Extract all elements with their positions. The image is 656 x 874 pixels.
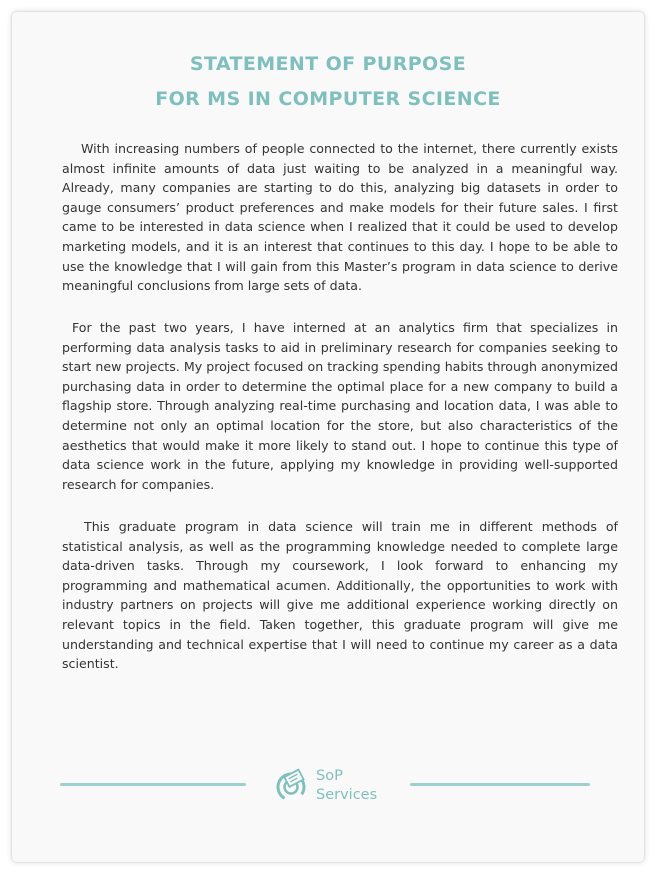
page-title-line2: FOR MS IN COMPUTER SCIENCE	[155, 88, 501, 110]
sop-services-logo	[274, 762, 394, 808]
paragraph-2: For the past two years, I have interned at an analytics firm that specializes in performing data analysis tasks to aid in preliminary research for companies seeking to start new projects. My project focused on tracking spending habits through anonymized purchasing data in order to determine the optimal place for a new company to build a flagship store. Through analyzing real-time purchasing and location data, I was able to determine not only an optimal location for the store, but also characteristics of the aesthetics that would make it more likely to stand out. I hope to continue this type of data science work in the future, applying my knowledge in providing well-supported research for companies.	[62, 320, 618, 492]
footer-divider-right	[410, 783, 590, 786]
footer-divider-left	[60, 783, 246, 786]
logo-text-services: Services	[316, 787, 378, 803]
paragraph-3: This graduate program in data science will train me in different methods of statistical analysis, as well as the programming knowledge needed to complete large data-driven tasks. Through my coursework, I look forward to enhancing my programming and mathematical acumen. Additionally, the opportunities to work with industry partners on projects will give me additional experience working directly on relevant topics in the field. Taken together, this graduate program will give me understanding and technical expertise that I will need to continue my career as a data scientist.	[62, 519, 618, 672]
logo-text-sop: SoP	[316, 768, 343, 784]
page-title-line1: STATEMENT OF PURPOSE	[189, 53, 467, 75]
document-page	[12, 12, 644, 862]
paragraph-1: With increasing numbers of people connected to the internet, there currently exists almost infinite amounts of data just waiting to be analyzed in a meaningful way. Already, many companies are starting to do this, analyzing big datasets in order to gauge consumers’ product preferences and make models for their future sales. I first came to be interested in data science when I realized that it could be used to develop marketing models, and it is an interest that continues to this day. I hope to be able to use the knowledge that I will gain from this Master’s program in data science to derive meaningful conclusions from large sets of data.	[62, 141, 618, 294]
sop-services-logo-icon	[274, 766, 312, 804]
